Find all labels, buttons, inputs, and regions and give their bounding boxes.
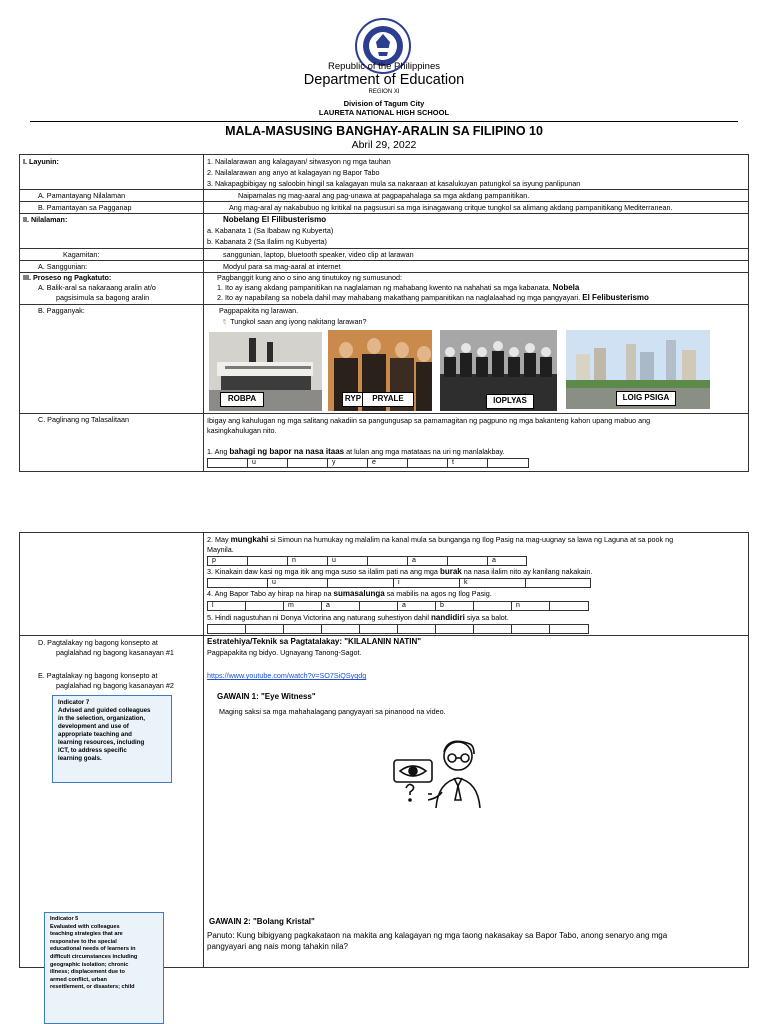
region-text: REGION XI (368, 89, 400, 95)
answer-box[interactable]: a (321, 601, 359, 611)
answer-box[interactable] (207, 578, 267, 588)
answer-box[interactable] (207, 624, 245, 634)
d-label: D. Pagtalakay ng bagong konsepto at (38, 638, 158, 647)
answer-box[interactable] (283, 624, 321, 634)
answer-box[interactable]: y (327, 458, 367, 468)
answer-box[interactable] (435, 624, 473, 634)
republic-text: Republic of the Philippines (328, 61, 440, 72)
answer-box[interactable]: u (327, 556, 367, 566)
proseso-text: Pagbanggit kung ano o sino ang tinutukoy ng sumusunod: (217, 273, 403, 282)
sanggunian-text: Modyul para sa mag-aaral at internet (223, 262, 341, 271)
division-text: Division of Tagum City (343, 99, 425, 108)
answer-box[interactable] (327, 578, 393, 588)
pagganyak-text: Pagpapakita ng larawan. (219, 306, 299, 315)
vocab-item-3: 3. Kinakain daw kasi ng mga itik ang mga suso sa ilalim pati na ang mga burak na nasa ilalim nito ay kanilang nakakain. (207, 567, 593, 576)
vocab-answer-boxes-4[interactable] (207, 601, 589, 611)
header-divider (30, 121, 738, 122)
video-link[interactable]: https://www.youtube.com/watch?v=SO7SiQSyqdg (207, 671, 367, 680)
answer-box[interactable]: u (267, 578, 327, 588)
answer-box[interactable] (511, 624, 549, 634)
answer-box[interactable]: n (287, 556, 327, 566)
nilalaman-title: Nobelang El Filibusterismo (223, 215, 327, 224)
answer-box[interactable]: m (283, 601, 321, 611)
vocab-answer-boxes-1[interactable] (207, 458, 529, 468)
estratehiya-title: Estratehiya/Teknik sa Pagtatalakay: "KILALANIN NATIN" (207, 637, 422, 646)
answer-box[interactable]: u (247, 458, 287, 468)
balik-aral-label-2: pagsisimula sa bagong aralin (56, 293, 150, 302)
talasalitaan-label: C. Paglinang ng Talasalitaan (38, 415, 129, 424)
answer-box[interactable] (247, 556, 287, 566)
answer-box[interactable] (473, 601, 511, 611)
gawain2-title: GAWAIN 2: "Bolang Kristal" (209, 917, 315, 926)
answer-box[interactable]: l (207, 601, 245, 611)
photo-label-loig-psiga: LOIG PSIGA (616, 391, 676, 406)
eye-witness-illustration (392, 730, 500, 810)
talasalitaan-instruction: Ibigay ang kahulugan ng mga salitang nakadiin sa pangungusap sa pamamagitan ng pagpuno ng mga bakanteng kahon upang mabuo ang (207, 416, 651, 425)
layunin-item: 3. Nakapagbibigay ng saloobin hingil sa kalagayan mula sa nakaraan at kasalukuyan patungkol sa isyung panlipunan (207, 179, 581, 188)
answer-box[interactable] (367, 556, 407, 566)
pagganyak-label: B. Pagganyak: (38, 306, 85, 315)
nilalaman-item: b. Kabanata 2 (Sa Ilalim ng Kubyerta) (207, 237, 327, 246)
answer-box[interactable]: p (207, 556, 247, 566)
answer-box[interactable] (397, 624, 435, 634)
answer-box[interactable]: t (447, 458, 487, 468)
pamantayan-pagganap-text: Ang mag-aral ay nakabubuo ng kritikal na pagsusuri sa mga isinagawang critque tungkol sa alimang akdang pampanitikang Mediterranean. (229, 203, 673, 212)
answer-box[interactable]: e (367, 458, 407, 468)
answer-box[interactable]: a (407, 556, 447, 566)
vocab-answer-boxes-5[interactable] (207, 624, 589, 634)
sanggunian-label: A. Sanggunian: (38, 262, 88, 271)
vocab-item-4: 4. Ang Bapor Tabo ay hirap na hirap na sumasalunga sa mabilis na agos ng Ilog Pasig. (207, 589, 492, 598)
balik-aral-label: A. Balik-aral sa nakaraang aralin at/o (38, 283, 156, 292)
gawain2-instruction-2: pangyayari ang nais mong tahakin nila? (207, 942, 348, 951)
balik-aral-item-2: 2. Ito ay napabilang sa nobela dahil may mahabang makathang pampanitikan na naglalaahad ng mga pangyayari. El Felibusterismo (217, 293, 649, 302)
pamantayan-pagganap-label: B. Pamantayan sa Pagganap (38, 203, 132, 212)
talasalitaan-instruction-2: kasingkahulugan nito. (207, 426, 277, 435)
answer-box[interactable] (245, 601, 283, 611)
estratehiya-subtitle: Pagpapakita ng bidyo. Ugnayang Tanong-Sagot. (207, 648, 362, 657)
layunin-item: 2. Nailalarawan ang anyo at kalagayan ng Bapor Tabo (207, 168, 380, 177)
gawain1-text: Maging saksi sa mga mahahalagang pangyayari sa pinanood na video. (219, 707, 446, 716)
answer-box[interactable]: i (393, 578, 459, 588)
vocab-item-5: 5. Hindi nagustuhan ni Donya Victorina ang naturang suhestiyon dahil nandidiri siya sa balot. (207, 613, 509, 622)
photo-label-ioplyas: IOPLYAS (486, 394, 534, 409)
proseso-label: III. Proseso ng Pagkatuto: (23, 273, 112, 282)
nilalaman-item: a. Kabanata 1 (Sa Ibabaw ng Kubyerta) (207, 226, 334, 235)
department-title: Department of Education (303, 72, 465, 88)
answer-box[interactable] (549, 601, 589, 611)
lesson-table-page1 (19, 154, 749, 472)
photo-label-robpa: ROBPA (220, 392, 264, 407)
answer-box[interactable] (473, 624, 511, 634)
gawain2-instruction: Panuto: Kung bibigyang pagkakataon na makita ang kalagayan ng mga taong nakasakay sa Bapor Tabo, anong senaryo ang mga (207, 931, 668, 940)
page-title: MALA-MASUSING BANGHAY-ARALIN SA FILIPINO 10 (225, 124, 543, 138)
school-text: LAURETA NATIONAL HIGH SCHOOL (318, 108, 450, 117)
answer-box[interactable] (287, 458, 327, 468)
answer-box[interactable] (359, 601, 397, 611)
answer-box[interactable]: a (397, 601, 435, 611)
layunin-label: I. Layunin: (23, 157, 59, 166)
answer-box[interactable] (549, 624, 589, 634)
answer-box[interactable]: a (487, 556, 527, 566)
answer-box[interactable] (407, 458, 447, 468)
indicator-5-note: Indicator 5 Evaluated with colleagues teaching strategies that are responsive to the special educational needs of learners in difficult circumstances including geographic isolation; chronic illness; displacement due to armed conflict, urban resettlement, or disasters; child (44, 912, 164, 1024)
pagganyak-question: 👇︎ Tungkol saan ang iyong nakitang larawan? (223, 317, 367, 326)
lesson-date: Abril 29, 2022 (351, 139, 417, 151)
nilalaman-label: II. Nilalaman: (23, 215, 68, 224)
answer-box[interactable] (487, 458, 529, 468)
d-label-2: paglalahad ng bagong kasanayan #1 (56, 648, 174, 657)
answer-box[interactable] (207, 458, 247, 468)
indicator-7-note: Indicator 7 Advised and guided colleagues in the selection, organization, development and use of appropriate teaching and learning resources, including ICT, to address specific learning goals. (52, 695, 172, 783)
photo-label-pryale: PRYALE (362, 392, 414, 407)
balik-aral-item-1: 1. Ito ay isang akdang pampanitikan na naglalaman ng mahabang kwento na nahahati sa mga kabanata. Nobela (217, 283, 580, 292)
vocab-answer-boxes-2[interactable] (207, 556, 527, 566)
pointer-icon: 👇︎ (223, 317, 227, 326)
answer-box[interactable]: k (459, 578, 525, 588)
gawain1-title: GAWAIN 1: "Eye Witness" (217, 692, 316, 701)
vocab-item-1: 1. Ang bahagi ng bapor na nasa itaas at lulan ang mga matataas na uri ng manlalakbay. (207, 447, 505, 456)
answer-box[interactable] (359, 624, 397, 634)
answer-box[interactable] (321, 624, 359, 634)
kagamitan-text: sanggunian, laptop, bluetooth speaker, video clip at larawan (223, 250, 414, 259)
vocab-item-2-cont: Maynila. (207, 545, 234, 554)
pamantayang-nilalaman-text: Naipamalas ng mag-aaral ang pag-unawa at pagpapahalaga sa mga akdang pampanitikan. (238, 191, 530, 200)
answer-box[interactable] (447, 556, 487, 566)
vocab-answer-boxes-3[interactable] (207, 578, 591, 588)
vocab-item-2: 2. May mungkahi si Simoun na humukay ng malalim na kanal mula sa bunganga ng Ilog Pasig na mag-uugnay sa lawa ng Laguna at sa pook ng (207, 535, 674, 544)
answer-box[interactable]: b (435, 601, 473, 611)
kagamitan-label: Kagamitan: (63, 250, 100, 259)
e-label-2: paglalahad ng bagong kasanayan #2 (56, 681, 174, 690)
pamantayang-nilalaman-label: A. Pamantayang Nilalaman (38, 191, 126, 200)
answer-box[interactable] (525, 578, 591, 588)
photo-label-ryp: RYP (342, 392, 364, 407)
answer-box[interactable]: n (511, 601, 549, 611)
layunin-item: 1. Nailalarawan ang kalagayan/ sitwasyon ng mga tauhan (207, 157, 391, 166)
answer-box[interactable] (245, 624, 283, 634)
e-label: E. Pagtalakay ng bagong konsepto at (38, 671, 158, 680)
